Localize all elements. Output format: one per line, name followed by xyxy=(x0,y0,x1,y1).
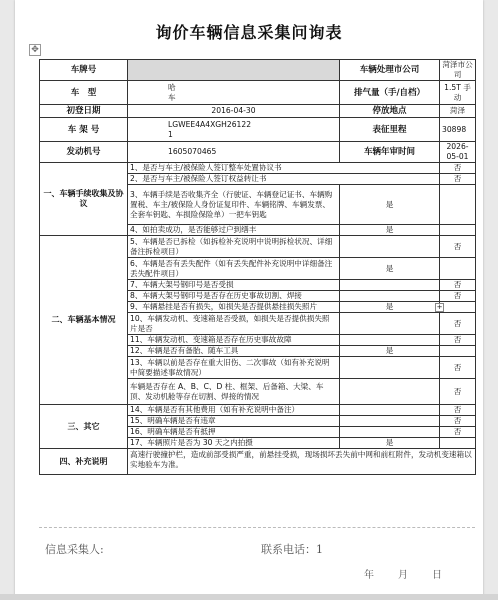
answer-cell[interactable]: 是 xyxy=(340,258,440,280)
answer-cell[interactable]: 否 xyxy=(440,236,476,258)
question-text: 11、车辆发动机、变速箱是否存在历史事故故障 xyxy=(128,335,340,346)
day-label: 日 xyxy=(432,570,442,581)
collector-label: 信息采集人: xyxy=(45,543,104,556)
section-other xyxy=(40,405,476,449)
displacement-label: 排气量（手/自档） xyxy=(340,81,440,105)
answer-cell[interactable] xyxy=(340,313,440,335)
question-text: 12、车辆是否有备胎、随车工具 xyxy=(128,346,340,357)
answer-cell[interactable]: 否 xyxy=(440,405,476,416)
disposal-company-label: 车辆处理市公司 xyxy=(340,60,440,81)
year-label: 年 xyxy=(364,570,374,581)
question-text: 4、如拍卖成功，是否能够过户到缮丰 xyxy=(128,225,340,236)
document-page xyxy=(15,0,483,600)
park-label: 停放地点 xyxy=(340,105,440,118)
engine-label: 发动机号 xyxy=(40,142,128,163)
inquiry-form-table xyxy=(39,59,476,475)
question-text: 车辆是否存在 A、B、C、D 柱、框架、后备箱、大梁、车顶、发动机舱等存在切割、焊接的情况 xyxy=(128,379,340,405)
answer-cell[interactable] xyxy=(340,416,440,427)
question-text: 6、车辆是否有丢失配件（如有丢失配件补充说明中详细备注丢失配件项目） xyxy=(128,258,340,280)
page-divider xyxy=(39,527,475,528)
question-text: 2、是否与车主/被保险人签订权益转让书 xyxy=(128,174,440,185)
answer-cell[interactable]: 否 xyxy=(440,335,476,346)
question-text: 15、明确车辆是否有违章 xyxy=(128,416,340,427)
answer-cell[interactable] xyxy=(340,280,440,291)
add-row-handle-icon[interactable]: + xyxy=(436,303,443,311)
park-value[interactable]: 菏泽 xyxy=(440,105,476,118)
answer-cell[interactable]: 是 xyxy=(340,225,440,236)
phone-value[interactable]: 1 xyxy=(316,543,323,556)
answer-cell[interactable] xyxy=(440,302,476,313)
vin-label: 车 架 号 xyxy=(40,118,128,142)
reg-date-value[interactable]: 2016-04-30 xyxy=(128,105,340,118)
inspection-value[interactable]: 2026-05-01 xyxy=(440,142,476,163)
disposal-company-value[interactable]: 菏泽市公司 xyxy=(440,60,476,81)
answer-cell[interactable]: 否 xyxy=(440,416,476,427)
answer-cell[interactable] xyxy=(440,258,476,280)
mileage-label: 表征里程 xyxy=(340,118,440,142)
answer-text: 是 xyxy=(385,302,394,311)
vin-value[interactable]: LGWEE4A4XGH26122 1 xyxy=(128,118,340,142)
answer-cell[interactable] xyxy=(440,438,476,449)
table-move-handle-icon[interactable]: ✥ xyxy=(29,44,41,56)
answer-cell[interactable]: 是 xyxy=(340,185,440,225)
answer-cell[interactable]: 否 xyxy=(440,280,476,291)
answer-cell[interactable] xyxy=(340,335,440,346)
mileage-value[interactable]: 30898 xyxy=(440,118,476,142)
question-text: 17、车辆照片是否为 30 天之内拍摄 xyxy=(128,438,340,449)
question-text: 3、车辆手续是否收集齐全（行驶证、车辆登记证书、车辆购置税、车主/被保险人身份证复印件、车辆铭牌、车辆发票、全套车钥匙、车损险保险单）一把车钥匙 xyxy=(128,185,340,225)
question-text: 8、车辆大架号钢印号是否存在历史事故切割、焊接 xyxy=(128,291,340,302)
answer-cell[interactable] xyxy=(440,346,476,357)
model-value[interactable]: 哈 车 xyxy=(128,81,340,105)
displacement-value[interactable]: 1.5T 手动 xyxy=(440,81,476,105)
answer-cell[interactable] xyxy=(440,225,476,236)
answer-cell[interactable] xyxy=(340,379,440,405)
model-label: 车 型 xyxy=(40,81,128,105)
answer-cell[interactable] xyxy=(340,405,440,416)
status-bar xyxy=(0,594,498,600)
answer-cell[interactable]: 是 xyxy=(340,346,440,357)
phone-label xyxy=(261,541,323,557)
answer-cell[interactable]: 否 xyxy=(440,313,476,335)
inspection-label: 车辆年审时间 xyxy=(340,142,440,163)
phone-label-text: 联系电话： xyxy=(261,543,316,556)
section-documents xyxy=(40,163,476,236)
answer-cell[interactable]: 否 xyxy=(440,357,476,379)
question-text: 10、车辆发动机、变速箱是否受损，如损失是否提供损失照片是否 xyxy=(128,313,340,335)
section-title: 四、补充说明 xyxy=(40,449,128,475)
question-text: 16、明确车辆是否有抵押 xyxy=(128,427,340,438)
question-text: 13、车辆以前是否存在重大旧伤、二次事故（如有补充说明中简要描述事故情况） xyxy=(128,357,340,379)
section-title: 三、其它 xyxy=(40,405,128,449)
plate-label: 车牌号 xyxy=(40,60,128,81)
question-text: 1、是否与车主/被保险人签订整车处置协议书 xyxy=(128,163,440,174)
question-text: 14、车辆是否有其他费用（如有补充说明中备注） xyxy=(128,405,340,416)
supplement-text[interactable]: 高速行驶撞护栏，造成前部受损严重，前悬挂受损，现场损坏丢失前中网和前杠附件，发动机变速箱以实地验车为准。 xyxy=(128,449,476,475)
answer-cell[interactable] xyxy=(440,185,476,225)
question-text: 7、车辆大架号钢印号是否受损 xyxy=(128,280,340,291)
section-title: 一、车辆手续收集及协议 xyxy=(40,163,128,236)
answer-cell[interactable]: 是 xyxy=(340,438,440,449)
answer-cell[interactable]: 否 xyxy=(440,427,476,438)
answer-cell[interactable] xyxy=(340,302,443,313)
answer-cell[interactable] xyxy=(340,291,440,302)
answer-cell[interactable] xyxy=(340,427,440,438)
plate-value[interactable] xyxy=(128,60,340,81)
answer-cell[interactable] xyxy=(340,236,440,258)
answer-cell[interactable]: 否 xyxy=(440,379,476,405)
question-text: 5、车辆是否已拆检（如拆检补充说明中说明拆检状况、详细备注拆检项目） xyxy=(128,236,340,258)
reg-date-label: 初登日期 xyxy=(40,105,128,118)
page-title: 询价车辆信息采集问询表 xyxy=(155,23,343,42)
month-label: 月 xyxy=(398,570,408,581)
answer-cell[interactable]: 否 xyxy=(440,163,476,174)
basic-info-section xyxy=(40,60,476,163)
section-title: 二、车辆基本情况 xyxy=(40,236,128,405)
answer-cell[interactable]: 否 xyxy=(440,174,476,185)
answer-cell[interactable] xyxy=(340,357,440,379)
section-vehicle-condition xyxy=(40,236,476,405)
question-text: 9、车辆悬挂是否有损失，如损失是否提供悬挂损失照片 xyxy=(128,302,340,313)
engine-value[interactable]: 1605070465 xyxy=(128,142,340,163)
answer-cell[interactable]: 否 xyxy=(440,291,476,302)
section-supplement xyxy=(40,449,476,475)
